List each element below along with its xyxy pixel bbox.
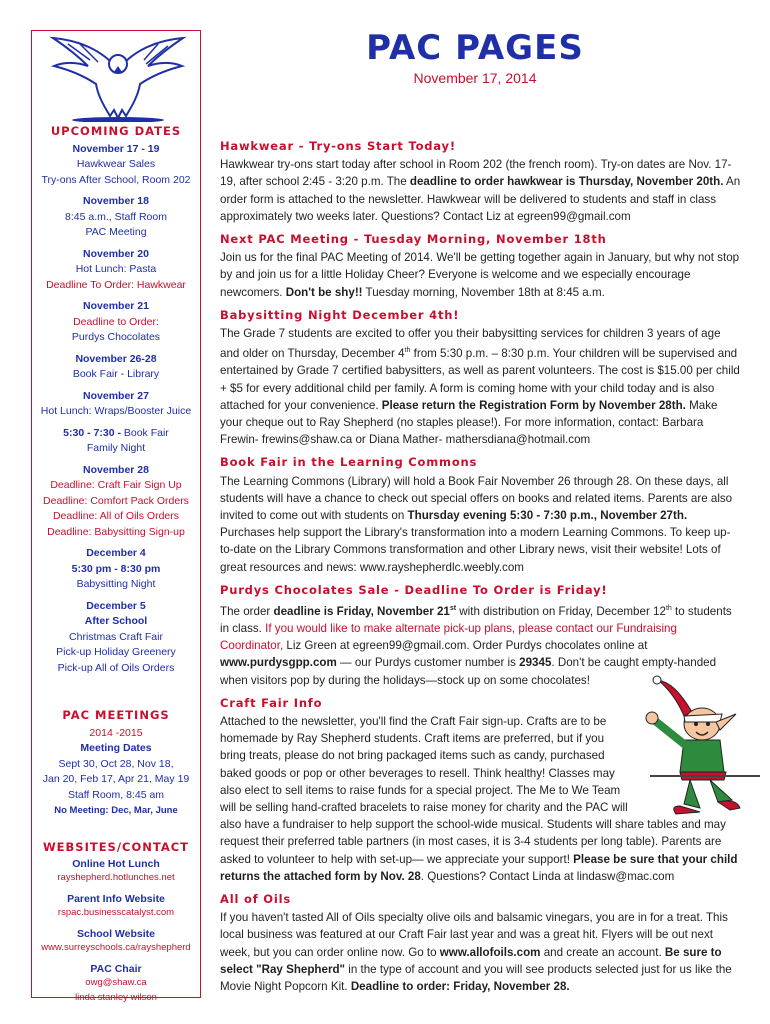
main-content xyxy=(220,138,742,1001)
event-date: November 26-28 xyxy=(75,352,157,365)
article-pac-meeting xyxy=(220,231,742,301)
meetings-year: 2014 -2015 xyxy=(89,726,143,739)
contact-name: linda stanley wilson xyxy=(75,991,157,1003)
event-item xyxy=(31,463,201,541)
meeting-place: Staff Room, 8:45 am xyxy=(67,788,165,801)
website-item xyxy=(31,927,201,956)
article-body: Attached to the newsletter, you'll find the Craft Fair sign-up. Crafts are to be homemade by Ray Shepherd students. Craft items are preferred, but if you bring treats, please do not bring packaged items such as candy, purchased baked goods or pop or other beverages to resell. Think healthy! Classes may also elect to sell items to raise funds for a special project. The Me to We Team will be selling hand-crafted bracelets to raise money for charity and the PAC will also have a fundraiser to help support the school-wide musical. Students will share tables and may request their preferred table partners (in most cases, it is 3-4 students per long table). Parents are asked to volunteer to help with set-up— we appreciate your support! Please be sure that your child returns the attached form by Nov. 28. Questions? Contact Linda at lindasw@mac.com xyxy=(220,715,738,883)
event-line: Hot Lunch: Pasta xyxy=(75,263,157,275)
event-item xyxy=(31,247,201,294)
article-book-fair xyxy=(220,454,742,575)
article-body: The order deadline is Friday, November 21st with distribution on Friday, December 12th to students in class. If you would like to make alternate pick-up plans, please contact our Fundraising Coordinator, Liz Green at egreen99@gmail.com. Order Purdys chocolates online at www.purdysgpp.com — our Purdys customer number is 29345. Don't be caught empty-handed when visitors pop by during the holidays—stock up on some chocolates! xyxy=(220,604,732,687)
event-line: Christmas Craft Fair xyxy=(69,630,163,643)
meeting-dates: Sept 30, Oct 28, Nov 18, xyxy=(58,757,174,770)
event-item xyxy=(31,389,201,420)
website-item xyxy=(31,892,201,921)
website-label: PAC Chair xyxy=(90,962,142,975)
event-line: Hawkwear Sales xyxy=(76,158,156,170)
article-title: Book Fair in the Learning Commons xyxy=(220,455,478,470)
article-hawkwear xyxy=(220,138,742,225)
event-date: November 18 xyxy=(83,195,149,207)
masthead xyxy=(300,28,650,86)
event-line: Purdys Chocolates xyxy=(71,331,161,343)
event-line: 8:45 a.m., Staff Room xyxy=(65,210,167,223)
website-label: Online Hot Lunch xyxy=(72,857,160,870)
event-time: After School xyxy=(84,615,148,627)
no-meeting-note: No Meeting: Dec, Mar, June xyxy=(54,805,178,816)
article-all-of-oils xyxy=(220,891,742,995)
meetings-header: PAC MEETINGS xyxy=(62,708,170,722)
event-date: November 28 xyxy=(83,463,149,476)
event-item xyxy=(31,546,201,593)
event-line: Deadline To Order: Hawkwear xyxy=(46,278,186,291)
website-item xyxy=(31,857,201,886)
website-item xyxy=(31,962,201,1006)
event-line: Pick-up Holiday Greenery xyxy=(56,646,176,658)
event-date: November 17 - 19 xyxy=(72,142,160,155)
event-date: November 20 xyxy=(83,247,149,260)
event-line: Babysitting Night xyxy=(76,578,156,590)
event-item xyxy=(31,194,201,241)
elf-illustration-icon xyxy=(640,672,760,822)
issue-date: November 17, 2014 xyxy=(413,70,537,86)
hawk-logo-icon xyxy=(48,30,188,122)
event-line: Book Fair xyxy=(123,426,169,439)
website-label: School Website xyxy=(77,927,155,940)
event-line: Hot Lunch: Wraps/Booster Juice xyxy=(40,405,192,417)
pac-meetings xyxy=(31,708,201,819)
event-line: Try-ons After School, Room 202 xyxy=(41,173,191,186)
event-item xyxy=(31,299,201,346)
email-link[interactable]: owg@shaw.ca xyxy=(85,977,147,988)
article-body: The Learning Commons (Library) will hold a Book Fair November 26 through 28. On these days, all students will have a chance to check out special offers on books and related items. Parents are also invited to come out with students on Thursday evening 5:30 - 7:30 p.m., November 27th. Purchases help support the Library's transformation into a modern Learning Commons. To keep up-to-date on the Library Commons transformation and other Library news, visit their website! Lots of great resources and news: www.rayshepherdlc.weebly.com xyxy=(220,474,733,574)
article-title: Next PAC Meeting - Tuesday Morning, November 18th xyxy=(220,232,607,247)
article-body: If you haven't tasted All of Oils specialty olive oils and balsamic vinegars, you are in for a treat. This local business was featured at our Craft Fair last year and was a great hit. Flyers will be out next week, but you can order online now. Go to www.allofoils.com and create an account. Be sure to select "Ray Shepherd" in the type of account and you will see products selected just for us like the Movie Night Popcorn Kit. Deadline to order: Friday, November 28. xyxy=(220,911,732,994)
meeting-dates: Jan 20, Feb 17, Apr 21, May 19 xyxy=(42,773,190,785)
event-line: Deadline: Babysitting Sign-up xyxy=(47,525,185,538)
page-title: PAC PAGES xyxy=(366,28,584,68)
article-body: The Grade 7 students are excited to offer you their babysitting services for children 3 years of age and older on Thursday, December 4th from 5:30 p.m. – 8:30 p.m. Your children will be supervised and entertained by Grade 7 certified babysitters, as well as parent volunteers. The cost is $15.00 per child + $5 for every additional child per family. A form is coming home with your child today and is also attached for your convenience. Please return the Registration Form by November 28th. Make your cheque out to Ray Shepherd (no staples please!). For more information, contact: Barbara Frewin- frewins@shaw.ca or Diana Mather- mathersdiana@hotmail.com xyxy=(220,327,740,447)
article-title: Babysitting Night December 4th! xyxy=(220,307,460,322)
article-body: Join us for the final PAC Meeting of 2014. We'll be getting together again in January, but why not stop by and join us for a little Holiday Cheer? Everyone is welcome and we especially encourage newcomers. Don't be shy!! Tuesday morning, November 18th at 8:45 a.m. xyxy=(220,251,740,299)
event-item xyxy=(31,599,201,677)
event-line: Deadline to Order: xyxy=(73,315,159,328)
event-item xyxy=(31,426,201,457)
event-line: PAC Meeting xyxy=(85,226,147,238)
event-date: December 5 xyxy=(86,599,146,612)
event-date: 5:30 - 7:30 - xyxy=(63,426,121,439)
website-link[interactable]: rayshepherd.hotlunches.net xyxy=(57,872,175,883)
article-title: Hawkwear - Try-ons Start Today! xyxy=(220,139,456,153)
event-line: Deadline: All of Oils Orders xyxy=(52,510,180,522)
event-date: November 27 xyxy=(83,389,149,402)
websites-contact xyxy=(31,840,201,1011)
upcoming-header: UPCOMING DATES xyxy=(50,124,182,138)
event-line: Deadline: Craft Fair Sign Up xyxy=(50,479,182,491)
event-time: 5:30 pm - 8:30 pm xyxy=(71,562,161,575)
event-item xyxy=(31,352,201,383)
event-date: December 4 xyxy=(86,547,146,559)
upcoming-dates xyxy=(31,124,201,682)
article-title: Purdys Chocolates Sale - Deadline To Order is Friday! xyxy=(220,582,608,597)
article-body: Hawkwear try-ons start today after school in Room 202 (the french room). Try-on dates are Nov. 17-19, after school 2:45 - 3:20 p.m. The deadline to order hawkwear is Thursday, November 20th. An order form is attached to the newsletter. Hawkwear will be delivered to students and staff in class approximately two weeks later. Questions? Contact Liz at egreen99@gmail.com xyxy=(220,158,741,223)
event-line: Book Fair - Library xyxy=(72,368,160,380)
meetings-label: Meeting Dates xyxy=(80,742,152,754)
event-item xyxy=(31,142,201,189)
event-line: Family Night xyxy=(86,442,146,454)
event-line: Pick-up All of Oils Orders xyxy=(57,661,175,674)
event-line: Deadline: Comfort Pack Orders xyxy=(43,494,189,507)
website-label: Parent Info Website xyxy=(67,892,165,905)
websites-header: WEBSITES/CONTACT xyxy=(42,840,190,854)
article-title: All of Oils xyxy=(220,892,291,907)
website-link[interactable]: www.surreyschools.ca/rayshepherd xyxy=(41,942,191,953)
website-link[interactable]: rspac.businesscatalyst.com xyxy=(57,907,175,918)
event-date: November 21 xyxy=(83,300,149,312)
article-title: Craft Fair Info xyxy=(220,695,323,710)
article-babysitting xyxy=(220,307,742,448)
